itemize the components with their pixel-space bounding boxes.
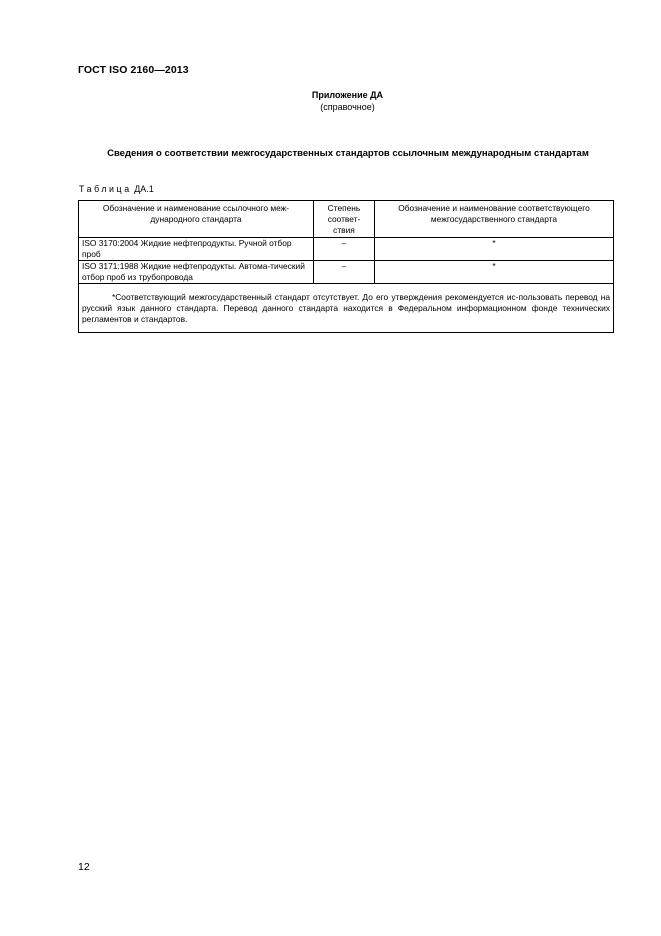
- table-row: [79, 261, 614, 284]
- cell-degree: –: [314, 238, 375, 261]
- table-header-row: [79, 201, 614, 238]
- annex-heading: [0, 89, 661, 113]
- table-footnote-row: [79, 284, 614, 333]
- annex-title: Приложение ДА: [311, 90, 384, 100]
- table-caption-word: Таблица: [79, 184, 132, 194]
- header-reference-standard: Обозначение и наименование ссылочного меж-дународного стандарта: [79, 201, 314, 238]
- table-caption-number: ДА.1: [134, 184, 154, 194]
- annex-subtitle: (справочное): [320, 102, 375, 112]
- table-footnote-cell: [79, 284, 614, 333]
- page-number: 12: [78, 861, 90, 873]
- document-code: ГОСТ ISO 2160—2013: [78, 64, 189, 76]
- table-caption: [79, 184, 154, 194]
- table-footnote: *Соответствующий межгосударственный стандарт отсутствует. До его утверждения рекомендуется ис-пользовать перевод на русский язык данного стандарта. Перевод данного стандарта находится в Федеральном информационном фонде технических регламентов и стандартов.: [82, 292, 610, 325]
- header-interstate-standard: Обозначение и наименование соответствующего межгосударственного стандарта: [375, 201, 614, 238]
- cell-reference-standard: ISO 3171:1988 Жидкие нефтепродукты. Автома-тический отбор проб из трубопровода: [79, 261, 314, 284]
- cell-interstate-standard: *: [375, 238, 614, 261]
- header-degree-of-correspondence: Степень соответ-ствия: [314, 201, 375, 238]
- correspondence-table: [78, 200, 614, 333]
- cell-degree: –: [314, 261, 375, 284]
- cell-reference-standard: ISO 3170:2004 Жидкие нефтепродукты. Ручной отбор проб: [79, 238, 314, 261]
- section-title: Сведения о соответствии межгосударственных стандартов ссылочным международным стандартам: [107, 148, 589, 159]
- table-row: [79, 238, 614, 261]
- cell-interstate-standard: *: [375, 261, 614, 284]
